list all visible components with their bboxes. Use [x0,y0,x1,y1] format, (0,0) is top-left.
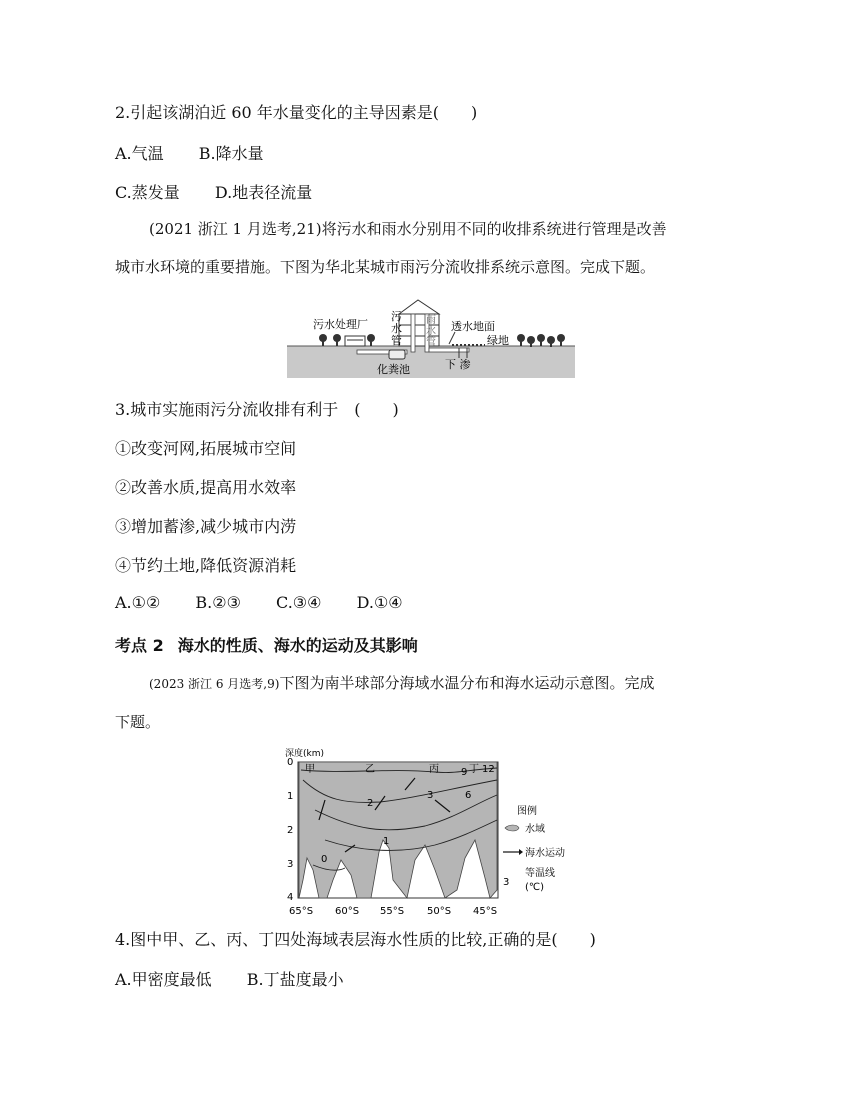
fig2-isotherm-0: 0 [321,854,328,865]
fig2-point-jia: 甲 [305,764,315,775]
fig2-isotherm-2: 2 [367,798,374,809]
q2-stem: 2.引起该湖泊近 60 年水量变化的主导因素是( ) [115,103,478,122]
label-rain-pipe-1: 雨 [426,315,436,326]
fig2-xtick-55: 55°S [380,906,405,917]
label-septic-tank: 化粪池 [377,363,410,376]
q3-item-4: ④节约土地,降低资源消耗 [115,556,297,575]
legend-motion: 海水运动 [525,848,565,859]
fig2-isotherm-12: 12 [482,764,495,775]
fig2-ytick-2: 2 [287,825,294,836]
q4-stem: 4.图中甲、乙、丙、丁四处海域表层海水性质的比较,正确的是( ) [115,930,596,949]
q3-item-1: ①改变河网,拓展城市空间 [115,439,297,458]
fig2-ytick-3: 3 [287,859,294,870]
intro2-text-2: 下题。 [115,713,161,731]
q4-option-b: B.丁盐度最小 [246,970,344,989]
fig2-isotherm-9: 9 [461,767,468,778]
q3-option-b: B.②③ [195,593,241,612]
fig2-isotherm-3: 3 [427,790,434,801]
label-sewage-pipe-3: 管 [391,334,402,347]
fig2-point-bing: 丙 [429,764,439,775]
intro1-source: (2021 浙江 1 月选考,21) [149,220,322,238]
q3-options [115,593,433,612]
fig2-point-yi: 乙 [365,764,375,775]
q2-option-b: B.降水量 [198,144,264,163]
intro1-paragraph [115,210,745,286]
label-seep: 下 渗 [445,358,471,371]
q3-item-2: ②改善水质,提高用水效率 [115,478,297,497]
q2-options-row2 [115,180,342,203]
q4-options [115,967,374,990]
fig2-ytick-1: 1 [287,791,294,802]
legend-water: 水域 [525,824,545,835]
legend-water-swatch [505,825,519,831]
q2-option-c: C.蒸发量 [115,183,180,202]
fig2-isotherm-6: 6 [465,790,472,801]
q2-options-row1 [115,141,294,164]
intro1-text-1: 将污水和雨水分别用不同的收排系统进行管理是改善 [321,220,667,238]
q2-option-a: A.气温 [115,144,164,163]
fig2-point-ding: 丁 [469,764,479,775]
fig2-isotherm-1: 1 [383,836,390,847]
q3-option-c: C.③④ [276,593,322,612]
label-rain-pipe-3: 管 [426,337,436,348]
q2-option-d: D.地表径流量 [214,183,313,202]
legend-isotherm: 等温线 [525,868,555,879]
q3-stem: 3.城市实施雨污分流收排有利于 ( ) [115,400,399,419]
fig2-xtick-45: 45°S [473,906,498,917]
label-treatment-plant: 污水处理厂 [313,318,368,331]
q3-option-a: A.①② [115,593,161,612]
fig2-xtick-50: 50°S [427,906,452,917]
label-rain-pipe-2: 水 [426,326,436,337]
label-sewage-pipe-1: 污 [391,310,402,323]
q4-option-a: A.甲密度最低 [115,970,212,989]
intro2-source: (2023 浙江 6 月选考,9) [149,677,280,691]
intro2-paragraph [115,664,745,741]
fig2-xtick-65: 65°S [289,906,314,917]
label-permeable-ground: 透水地面 [451,320,495,333]
fig2-ytick-4: 4 [287,892,294,903]
section-number: 考点 2 [115,636,164,655]
figure-ocean-temperature [285,740,575,918]
q3-item-3: ③增加蓄渗,减少城市内涝 [115,517,297,536]
label-green-space: 绿地 [487,334,509,347]
q3-option-d: D.①④ [356,593,403,612]
legend-title: 图例 [517,806,537,817]
fig2-ytick-0: 0 [287,757,294,768]
intro1-text-2: 城市水环境的重要措施。下图为华北某城市雨污分流收排系统示意图。完成下题。 [115,258,656,276]
section-heading [115,633,418,656]
legend-unit: (℃) [525,882,545,893]
legend-isotherm-sample: 3 [503,877,510,888]
label-sewage-pipe-2: 水 [391,322,402,335]
fig2-ylabel: 深度(km) [285,749,325,759]
section-title: 海水的性质、海水的运动及其影响 [177,636,418,655]
intro2-text-1: 下图为南半球部分海域水温分布和海水运动示意图。完成 [279,674,655,692]
figure-rain-sewage-system [287,296,575,378]
fig2-xtick-60: 60°S [335,906,360,917]
